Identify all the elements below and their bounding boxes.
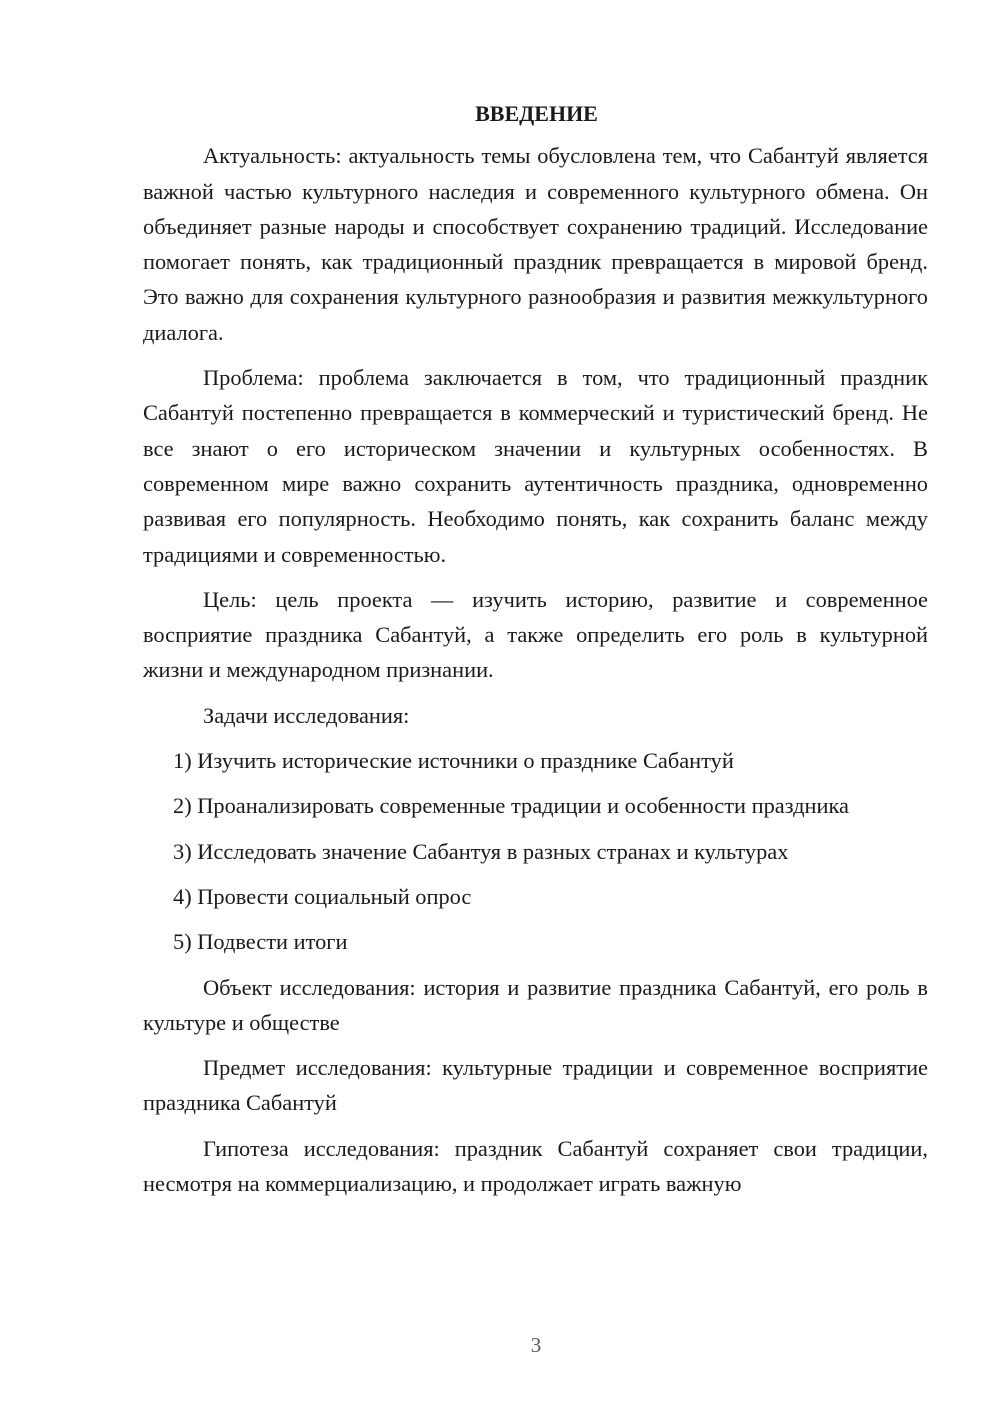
page-content xyxy=(143,96,928,1211)
paragraph-object: Объект исследования: история и развитие праздника Сабантуй, его роль в культуре и обществе xyxy=(143,974,928,1035)
paragraph-subject: Предмет исследования: культурные традиции и современное восприятие праздника Сабантуй xyxy=(143,1055,928,1116)
paragraph-hypothesis: Гипотеза исследования: праздник Сабантуй сохраняет свои традиции, несмотря на коммерциализацию, и продолжает играть важную xyxy=(143,1135,928,1197)
task-item-3: 3) Исследовать значение Сабантуя в разных странах и культурах xyxy=(173,838,789,864)
task-item-4: 4) Провести социальный опрос xyxy=(173,883,472,909)
task-item-5: 5) Подвести итоги xyxy=(173,929,348,955)
task-item-1: 1) Изучить исторические источники о празднике Сабантуй xyxy=(173,748,734,774)
page-number: 3 xyxy=(530,1333,542,1357)
paragraph-relevance: Актуальность: актуальность темы обусловлена тем, что Сабантуй является важной частью культурного наследия и современного культурного обмена. Он объединяет разные народы и способствует сохранению традиций. Исследование помогает понять, как традиционный праздник превращается в мировой бренд. Это важно для сохранения культурного разнообразия и развития межкультурного диалога. xyxy=(143,143,928,345)
task-item-2: 2) Проанализировать современные традиции и особенности праздника xyxy=(173,793,849,819)
section-heading: ВВЕДЕНИЕ xyxy=(475,101,598,126)
paragraph-problem: Проблема: проблема заключается в том, что традиционный праздник Сабантуй постепенно превращается в коммерческий и туристический бренд. Не все знают о его историческом значении и культурных особенностях. В современном мире важно сохранить аутентичность праздника, одновременно развивая его популярность. Необходимо понять, как сохранить баланс между традициями и современностью. xyxy=(143,365,928,567)
tasks-title: Задачи исследования: xyxy=(203,702,410,728)
paragraph-goal: Цель: цель проекта — изучить историю, развитие и современное восприятие праздника Сабантуй, а также определить его роль в культурной жизни и международном признании. xyxy=(143,586,928,683)
